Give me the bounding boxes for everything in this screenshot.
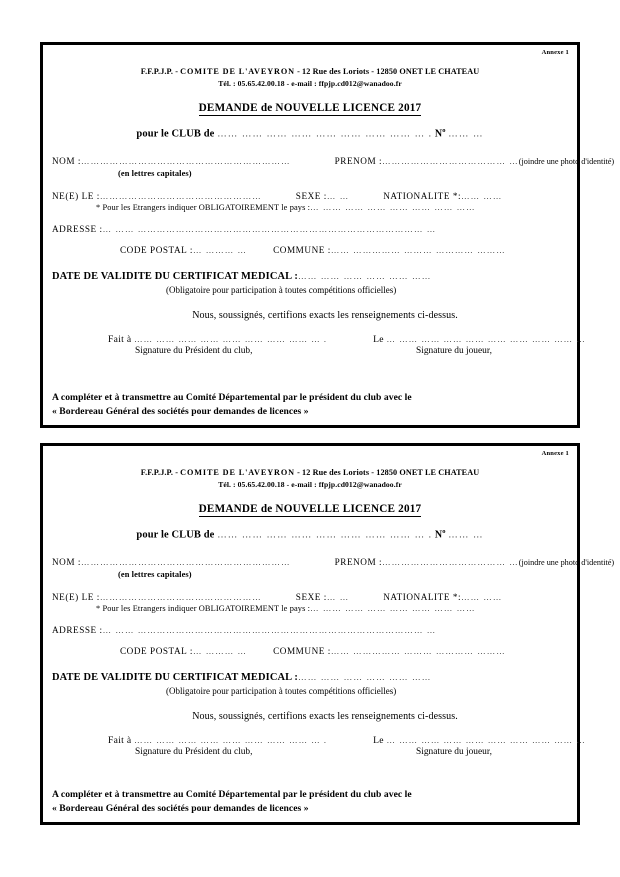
commune-input-dots[interactable]: …… …………… ……… ………… ……… [330,245,506,255]
nationalite-input-dots[interactable]: …… …… [461,191,503,201]
etranger-input-dots[interactable]: … …… …… …… …… …… …… …… [310,603,476,613]
adresse-input-dots[interactable]: … …… ……………………………………………………………………………… … [102,224,437,234]
row-code-postal-commune [52,646,568,656]
commune-label: COMMUNE : [273,645,331,656]
club-number-sup: o [442,528,446,535]
sexe-input-dots[interactable]: … … [326,592,350,602]
row-adresse [52,224,568,234]
fait-a-label: Fait à [108,734,132,746]
org-address: - 12 Rue des Loriots - 12850 ONET LE CHATEAU [294,468,480,477]
organisation-contact: Tél. : 05.65.42.00.18 - e-mail : ffpjp.cd012@wanadoo.fr [218,480,402,489]
adresse-label: ADRESSE : [52,624,103,635]
commune-label: COMMUNE : [273,244,331,255]
certificat-label: DATE DE VALIDITE DU CERTIFICAT MEDICAL : [52,270,299,282]
document-title [52,503,568,515]
signature-president-label: Signature du Président du club, [135,746,253,757]
signature-joueur-label: Signature du joueur, [416,345,492,356]
row-fait-le [52,734,586,746]
signature-joueur-label: Signature du joueur, [416,746,492,757]
certificat-input-dots[interactable]: …… …… …… …… …… …… [298,270,432,281]
etranger-note: * Pour les Etrangers indiquer OBLIGATOIREMENT le pays : [96,603,311,613]
row-code-postal-commune [52,245,568,255]
nom-label: NOM : [52,155,82,166]
row-naissance [52,191,568,201]
certificat-note: (Obligatoire pour participation à toutes compétitions officielles) [166,685,397,696]
club-input-dots[interactable]: …… …… …… …… …… …… …… …… … . [217,129,433,140]
row-capitales-note [52,569,568,579]
row-capitales-note [52,168,568,178]
footer-line-1: A compléter et à transmettre au Comité Départemental par le président du club avec le [52,789,412,800]
fait-a-input-dots[interactable]: …… …… …… …… …… …… …… …… … . [134,334,328,344]
code-postal-label: CODE POSTAL : [120,244,193,255]
footer-line-2: « Bordereau Général des sociétés pour demandes de licences » [52,803,309,814]
prenom-input-dots[interactable]: ………………………………… … [382,557,519,567]
form-footer [52,391,412,419]
org-prefix: F.F.P.J.P. - [140,468,181,477]
fait-a-label: Fait à [108,333,132,345]
photo-note: (joindre une photo d'identité) [518,156,615,166]
fait-a-input-dots[interactable]: …… …… …… …… …… …… …… …… … . [134,735,328,745]
row-adresse [52,625,568,635]
org-prefix: F.F.P.J.P. - [140,67,181,76]
nom-label: NOM : [52,556,82,567]
prenom-input-dots[interactable]: ………………………………… … [382,156,519,166]
annexe-label: Annexe 1 [541,450,569,457]
nationalite-input-dots[interactable]: …… …… [461,592,503,602]
row-etranger-note [52,202,568,212]
club-number-dots[interactable]: …… … [448,530,484,541]
capitales-note: (en lettres capitales) [118,569,192,579]
row-naissance [52,592,568,602]
licence-form-bottom [40,443,615,825]
row-signatures [52,747,568,760]
sexe-input-dots[interactable]: … … [326,191,350,201]
etranger-input-dots[interactable]: … …… …… …… …… …… …… …… [310,202,476,212]
footer-line-2: « Bordereau Général des sociétés pour demandes de licences » [52,406,309,417]
le-input-dots[interactable]: … …… …… …… …… …… …… …… …… … [386,735,586,745]
row-certificat-medical [52,271,568,282]
club-line [52,528,568,541]
document-title [52,102,568,114]
certificat-note: (Obligatoire pour participation à toutes compétitions officielles) [166,284,397,295]
capitales-note: (en lettres capitales) [118,168,192,178]
nom-input-dots[interactable]: ………………………………………………………… [81,156,291,166]
row-nom-prenom [52,155,615,166]
nationalite-label: NATIONALITE *: [383,591,462,602]
organisation-header [52,67,568,76]
prenom-label: PRENOM : [334,556,383,567]
nom-input-dots[interactable]: ………………………………………………………… [81,557,291,567]
footer-line-1: A compléter et à transmettre au Comité Départemental par le président du club avec le [52,392,412,403]
code-postal-input-dots[interactable]: … ……… … [192,245,248,255]
organisation-header [52,468,568,477]
ne-le-input-dots[interactable]: …………………………………………… [99,592,262,602]
document-title-text: DEMANDE de NOUVELLE LICENCE 2017 [198,102,422,114]
licence-form-top [40,42,615,428]
le-label: Le [373,333,384,345]
certify-statement: Nous, soussignés, certifions exacts les renseignements ci-dessus. [192,309,458,321]
club-number-sup: o [442,127,446,134]
code-postal-label: CODE POSTAL : [120,645,193,656]
row-certificat-medical [52,672,568,683]
signature-president-label: Signature du Président du club, [135,345,253,356]
ne-le-label: NE(E) LE : [52,591,100,602]
org-address: - 12 Rue des Loriots - 12850 ONET LE CHATEAU [294,67,480,76]
annexe-label: Annexe 1 [541,49,569,56]
form-footer [52,788,412,816]
code-postal-input-dots[interactable]: … ……… … [192,646,248,656]
photo-note: (joindre une photo d'identité) [518,557,615,567]
le-input-dots[interactable]: … …… …… …… …… …… …… …… …… … [386,334,586,344]
certificat-input-dots[interactable]: …… …… …… …… …… …… [298,671,432,682]
ne-le-label: NE(E) LE : [52,190,100,201]
club-input-dots[interactable]: …… …… …… …… …… …… …… …… … . [217,530,433,541]
row-signatures [52,346,568,359]
club-label: pour le CLUB de [136,128,215,140]
organisation-contact: Tél. : 05.65.42.00.18 - e-mail : ffpjp.cd012@wanadoo.fr [218,79,402,88]
row-etranger-note [52,603,568,613]
club-number-dots[interactable]: …… … [448,129,484,140]
document-title-text: DEMANDE de NOUVELLE LICENCE 2017 [198,503,422,515]
le-label: Le [373,734,384,746]
prenom-label: PRENOM : [334,155,383,166]
org-committee: COMITE DE L'AVEYRON [180,468,295,477]
certificat-label: DATE DE VALIDITE DU CERTIFICAT MEDICAL : [52,671,299,683]
org-committee: COMITE DE L'AVEYRON [180,67,295,76]
sexe-label: SEXE : [295,591,327,602]
club-number-label: N [434,128,443,140]
ne-le-input-dots[interactable]: …………………………………………… [99,191,262,201]
commune-input-dots[interactable]: …… …………… ……… ………… ……… [330,646,506,656]
nationalite-label: NATIONALITE *: [383,190,462,201]
etranger-note: * Pour les Etrangers indiquer OBLIGATOIREMENT le pays : [96,202,311,212]
club-number-label: N [434,529,443,541]
club-line [52,127,568,140]
adresse-input-dots[interactable]: … …… ……………………………………………………………………………… … [102,625,437,635]
row-nom-prenom [52,556,615,567]
adresse-label: ADRESSE : [52,223,103,234]
row-fait-le [52,333,586,345]
certify-statement: Nous, soussignés, certifions exacts les renseignements ci-dessus. [192,710,458,722]
club-label: pour le CLUB de [136,529,215,541]
sexe-label: SEXE : [295,190,327,201]
